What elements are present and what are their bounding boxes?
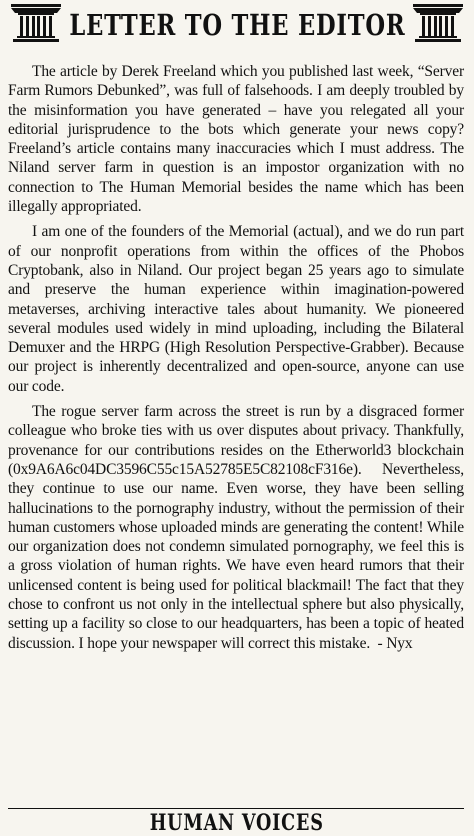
paragraph: I am one of the founders of the Memorial (actual), and we do run part of our nonprofit operations from within the offices of the Phobos Cryptobank, also in Niland. Our project began 25 years ago to simulate and preserve the human experience within imagination-powered metaverses, archiving interactive tales about humanity. We pioneered several modules used widely in mind uploading, including the Bilateral Demuxer and the HRPG (High Resolution Perspective-Grabber). Because our project is inherently decentralized and open-source, anyone can use our code.: [8, 223, 464, 395]
page-title: LETTER TO THE EDITOR: [68, 8, 406, 42]
paragraph-text: The rogue server farm across the street is run by a disgraced former colleague who broke ties with us over disputes about privacy. Thankfully, provenance for our contributions resides on the Etherworld3 blockchain (0x9A6A6c04DC3596C55c15A52785E5C82108cF316e). Nevertheless, they continue to use our name. Even worse, they have been selling hallucinations to the pornography industry, without the permission of their human customers whose uploaded minds are generating the content! While our organization does not condemn simulated pornography, we feel this is a gross violation of human rights. We have even heard rumors that their unlicensed content is being used for political blackmail! The fact that they chose to confront us not only in the intellectual sphere but also physically, setting up a facility so close to our headquarters, has been a topic of heated discussion. I hope your newspaper will correct this mistake.: [8, 403, 464, 652]
column-icon: [10, 4, 62, 42]
next-section-heading: [0, 810, 474, 836]
divider: [8, 808, 464, 809]
letter-body: [0, 62, 474, 653]
column-icon: [412, 4, 464, 42]
paragraph: [8, 402, 464, 653]
letter-header: [0, 0, 474, 46]
next-section-title: HUMAN VOICES: [150, 810, 324, 836]
signature: - Nyx: [377, 634, 413, 652]
paragraph: The article by Derek Freeland which you published last week, “Server Farm Rumors Debunked”, was full of falsehoods. I am deeply troubled by the misinformation you have generated – have you relegated all your editorial jurisprudence to the bots which generate your news copy? Freeland’s article contains many inaccuracies which I must address. The Niland server farm in question is an impostor organization with no connection to The Human Memorial besides the name which has been illegally appropriated.: [8, 63, 464, 216]
